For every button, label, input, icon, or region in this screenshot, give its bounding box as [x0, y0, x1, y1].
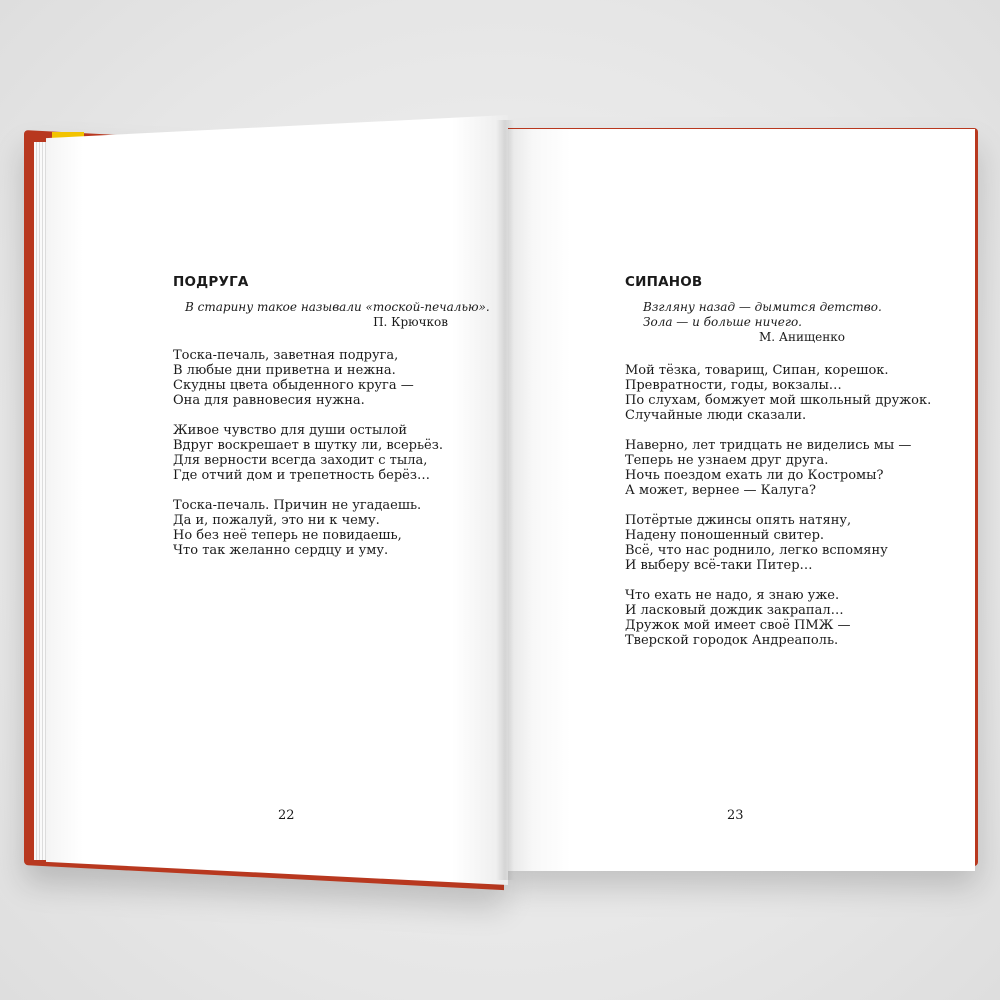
- verse-line: Тоска-печаль. Причин не угадаешь.: [173, 498, 422, 513]
- verse-line: Что ехать не надо, я знаю уже.: [625, 588, 840, 603]
- verse-line: По слухам, бомжует мой школьный дружок.: [625, 393, 932, 408]
- verse-line: Что так желанно сердцу и уму.: [173, 543, 389, 558]
- stanza: [173, 423, 448, 483]
- right-poem: [625, 274, 932, 663]
- epigraph-author: П. Крючков: [373, 315, 448, 329]
- verse-line: Случайные люди сказали.: [625, 408, 807, 423]
- verse-line: Она для равновесия нужна.: [173, 393, 365, 408]
- stanza: [625, 513, 895, 573]
- verse-line: Наверно, лет тридцать не виделись мы —: [625, 438, 912, 453]
- verse-line: В любые дни приветна и нежна.: [173, 363, 396, 378]
- epigraph-line: Зола — и больше ничего.: [643, 315, 802, 329]
- epigraph: [173, 300, 490, 315]
- stanza: [173, 348, 448, 408]
- verse-line: Потёртые джинсы опять натяну,: [625, 513, 852, 528]
- spine-shadow: [496, 120, 514, 880]
- verse-line: Но без неё теперь не повидаешь,: [173, 528, 402, 543]
- page-number: 22: [278, 808, 295, 823]
- epigraph: [625, 300, 895, 330]
- epigraph-line: Взгляну назад — дымится детство.: [643, 300, 882, 314]
- verse-line: И выберу всё-таки Питер…: [625, 558, 813, 573]
- verse-line: Превратности, годы, вокзалы…: [625, 378, 842, 393]
- verse-line: Да и, пожалуй, это ни к чему.: [173, 513, 380, 528]
- verse-line: Мой тёзка, товарищ, Сипан, корешок.: [625, 363, 889, 378]
- verse-line: Теперь не узнаем друг друга.: [625, 453, 829, 468]
- verse-line: Ночь поездом ехать ли до Костромы?: [625, 468, 884, 483]
- verse-line: Тверской городок Андреаполь.: [625, 633, 839, 648]
- page-number: 23: [727, 808, 744, 823]
- left-poem: [173, 274, 490, 573]
- epigraph-author: М. Анищенко: [759, 330, 845, 344]
- verse-line: И ласковый дождик закрапал…: [625, 603, 844, 618]
- verse-line: Надену поношенный свитер.: [625, 528, 825, 543]
- stanza: [625, 363, 932, 423]
- verse-line: Вдруг воскрешает в шутку ли, всерьёз.: [173, 438, 443, 453]
- verse-line: Дружок мой имеет своё ПМЖ —: [625, 618, 851, 633]
- verse-line: Скудны цвета обыденного круга —: [173, 378, 414, 393]
- poem-title: ПОДРУГА: [173, 274, 249, 290]
- verse-line: Всё, что нас роднило, легко вспомяну: [625, 543, 888, 558]
- poem-title: СИПАНОВ: [625, 274, 703, 290]
- verse-line: А может, вернее — Калуга?: [625, 483, 816, 498]
- verse-line: Для верности всегда заходит с тыла,: [173, 453, 428, 468]
- epigraph-line: В старину такое называли «тоской-печалью».: [185, 300, 490, 314]
- verse-line: Где отчий дом и трепетность берёз…: [173, 468, 430, 483]
- stanza: [173, 498, 448, 558]
- stanza: [625, 438, 912, 498]
- stanza: [625, 588, 895, 648]
- verse-line: Тоска-печаль, заветная подруга,: [173, 348, 399, 363]
- verse-line: Живое чувство для души остылой: [173, 423, 408, 438]
